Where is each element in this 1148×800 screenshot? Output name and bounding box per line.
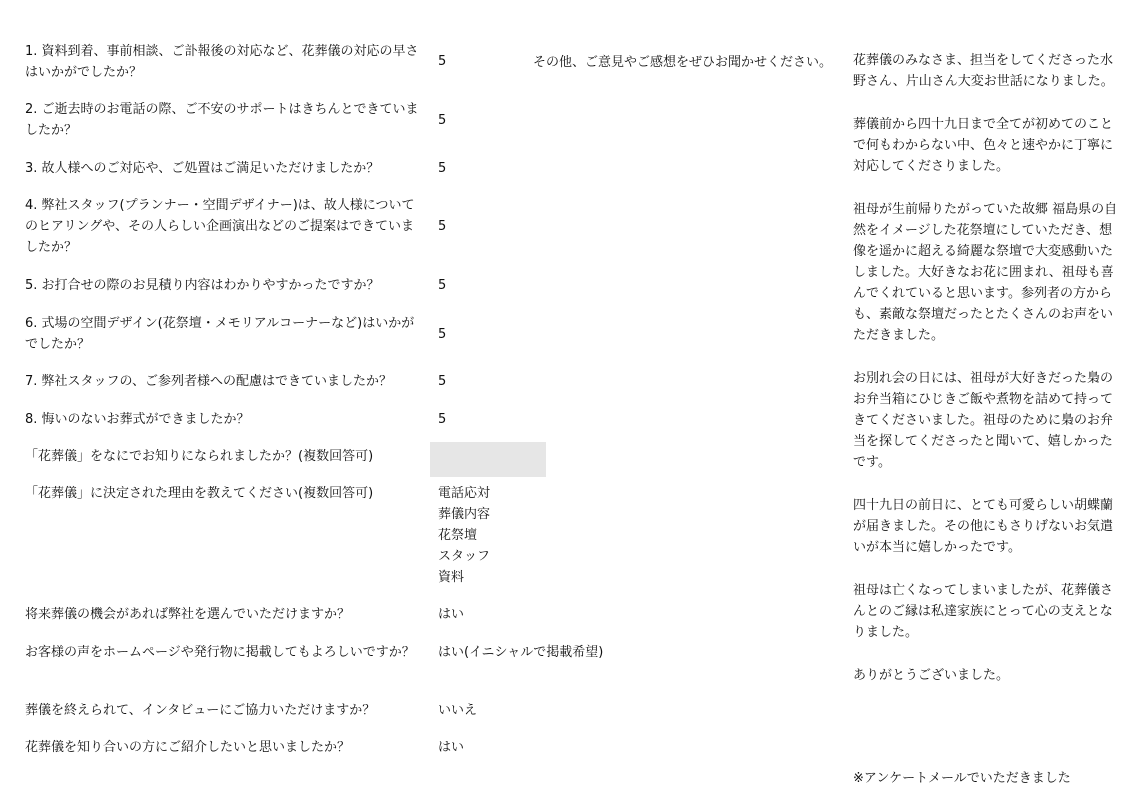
- answer-8: 5: [438, 412, 447, 427]
- comments-prompt: その他、ご意見やご感想をぜひお聞かせください。: [533, 55, 833, 70]
- question-5: 5. お打合せの際のお見積り内容はわかりやすかったですか？: [25, 278, 380, 293]
- comment-paragraph: 祖母が生前帰りたがっていた故郷 福島県の自然をイメージした花祭壇にしていただき、想像を遥かに超える綺麗な祭壇で大変感動いたしました。大好きなお花に囲まれ、祖母も喜んでくれていると思います。参列者の方からも、素敵な祭壇だったとたくさんのお声をいただきました。: [853, 202, 1118, 343]
- comment-body: [853, 50, 1118, 708]
- answer-reason-item: スタッフ: [438, 549, 491, 564]
- answer-reason-item: 電話応対: [438, 486, 491, 501]
- answer-3: 5: [438, 161, 447, 176]
- answer-reason-list: [438, 483, 490, 588]
- answer-interview: いいえ: [438, 703, 478, 718]
- answer-5: 5: [438, 278, 447, 293]
- answer-1: 5: [438, 54, 447, 69]
- question-6: 6. 式場の空間デザイン(花祭壇・メモリアルコーナーなど)はいかがでしたか？: [25, 316, 415, 352]
- question-4: 4. 弊社スタッフ(プランナー・空間デザイナー)は、故人様についてのヒアリングや、その人らしい企画演出などのご提案はできていましたか？: [25, 198, 415, 255]
- answer-6: 5: [438, 327, 447, 342]
- question-how-known: 「花葬儀」をなにでお知りになられましたか？(複数回答可): [25, 449, 374, 464]
- question-reason: 「花葬儀」に決定された理由を教えてください(複数回答可): [25, 486, 374, 501]
- answer-7: 5: [438, 374, 447, 389]
- comment-paragraph: ありがとうございました。: [853, 668, 1010, 683]
- question-interview: 葬儀を終えられて、インタビューにご協力いただけますか？: [25, 703, 376, 718]
- answer-2: 5: [438, 113, 447, 128]
- answer-reason-item: 花祭壇: [438, 528, 478, 543]
- question-choose-again: 将来葬儀の機会があれば弊社を選んでいただけますか？: [25, 607, 351, 622]
- question-publish: お客様の声をホームページや発行物に掲載してもよろしいですか？: [25, 645, 415, 660]
- question-recommend: 花葬儀を知り合いの方にご紹介したいと思いましたか？: [25, 740, 351, 755]
- answer-publish: はい(イニシャルで掲載希望): [438, 645, 604, 660]
- question-8: 8. 悔いのないお葬式ができましたか？: [25, 412, 250, 427]
- answer-reason-item: 葬儀内容: [438, 507, 491, 522]
- comment-paragraph: お別れ会の日には、祖母が大好きだった梟のお弁当箱にひじきご飯や煮物を詰めて持ってきてくださいました。祖母のために梟のお弁当を探してくださったと聞いて、嬉しかったです。: [853, 371, 1114, 470]
- source-note: ※アンケートメールでいただきました: [853, 771, 1071, 786]
- question-7: 7. 弊社スタッフの、ご参列者様への配慮はできていましたか？: [25, 374, 393, 389]
- answer-how-known-box: [430, 442, 546, 477]
- answer-recommend: はい: [438, 740, 465, 755]
- question-2: 2. ご逝去時のお電話の際、ご不安のサポートはきちんとできていましたか？: [25, 102, 419, 138]
- answer-reason-item: 資料: [438, 570, 465, 585]
- answer-choose-again: はい: [438, 607, 465, 622]
- comment-paragraph: 四十九日の前日に、とても可愛らしい胡蝶蘭が届きました。その他にもさりげないお気遣いが本当に嬉しかったです。: [853, 498, 1114, 555]
- question-3: 3. 故人様へのご対応や、ご処置はご満足いただけましたか？: [25, 161, 380, 176]
- question-1: 1. 資料到着、事前相談、ご訃報後の対応など、花葬儀の対応の早さはいかがでしたか？: [25, 44, 419, 80]
- answer-4: 5: [438, 219, 447, 234]
- comment-paragraph: 葬儀前から四十九日まで全てが初めてのことで何もわからない中、色々と速やかに丁寧に対応してくださりました。: [853, 117, 1114, 174]
- comment-paragraph: 花葬儀のみなさま、担当をしてくださった水野さん、片山さん大変お世話になりました。: [853, 53, 1114, 89]
- comment-paragraph: 祖母は亡くなってしまいましたが、花葬儀さんとのご縁は私達家族にとって心の支えとなりました。: [853, 583, 1114, 640]
